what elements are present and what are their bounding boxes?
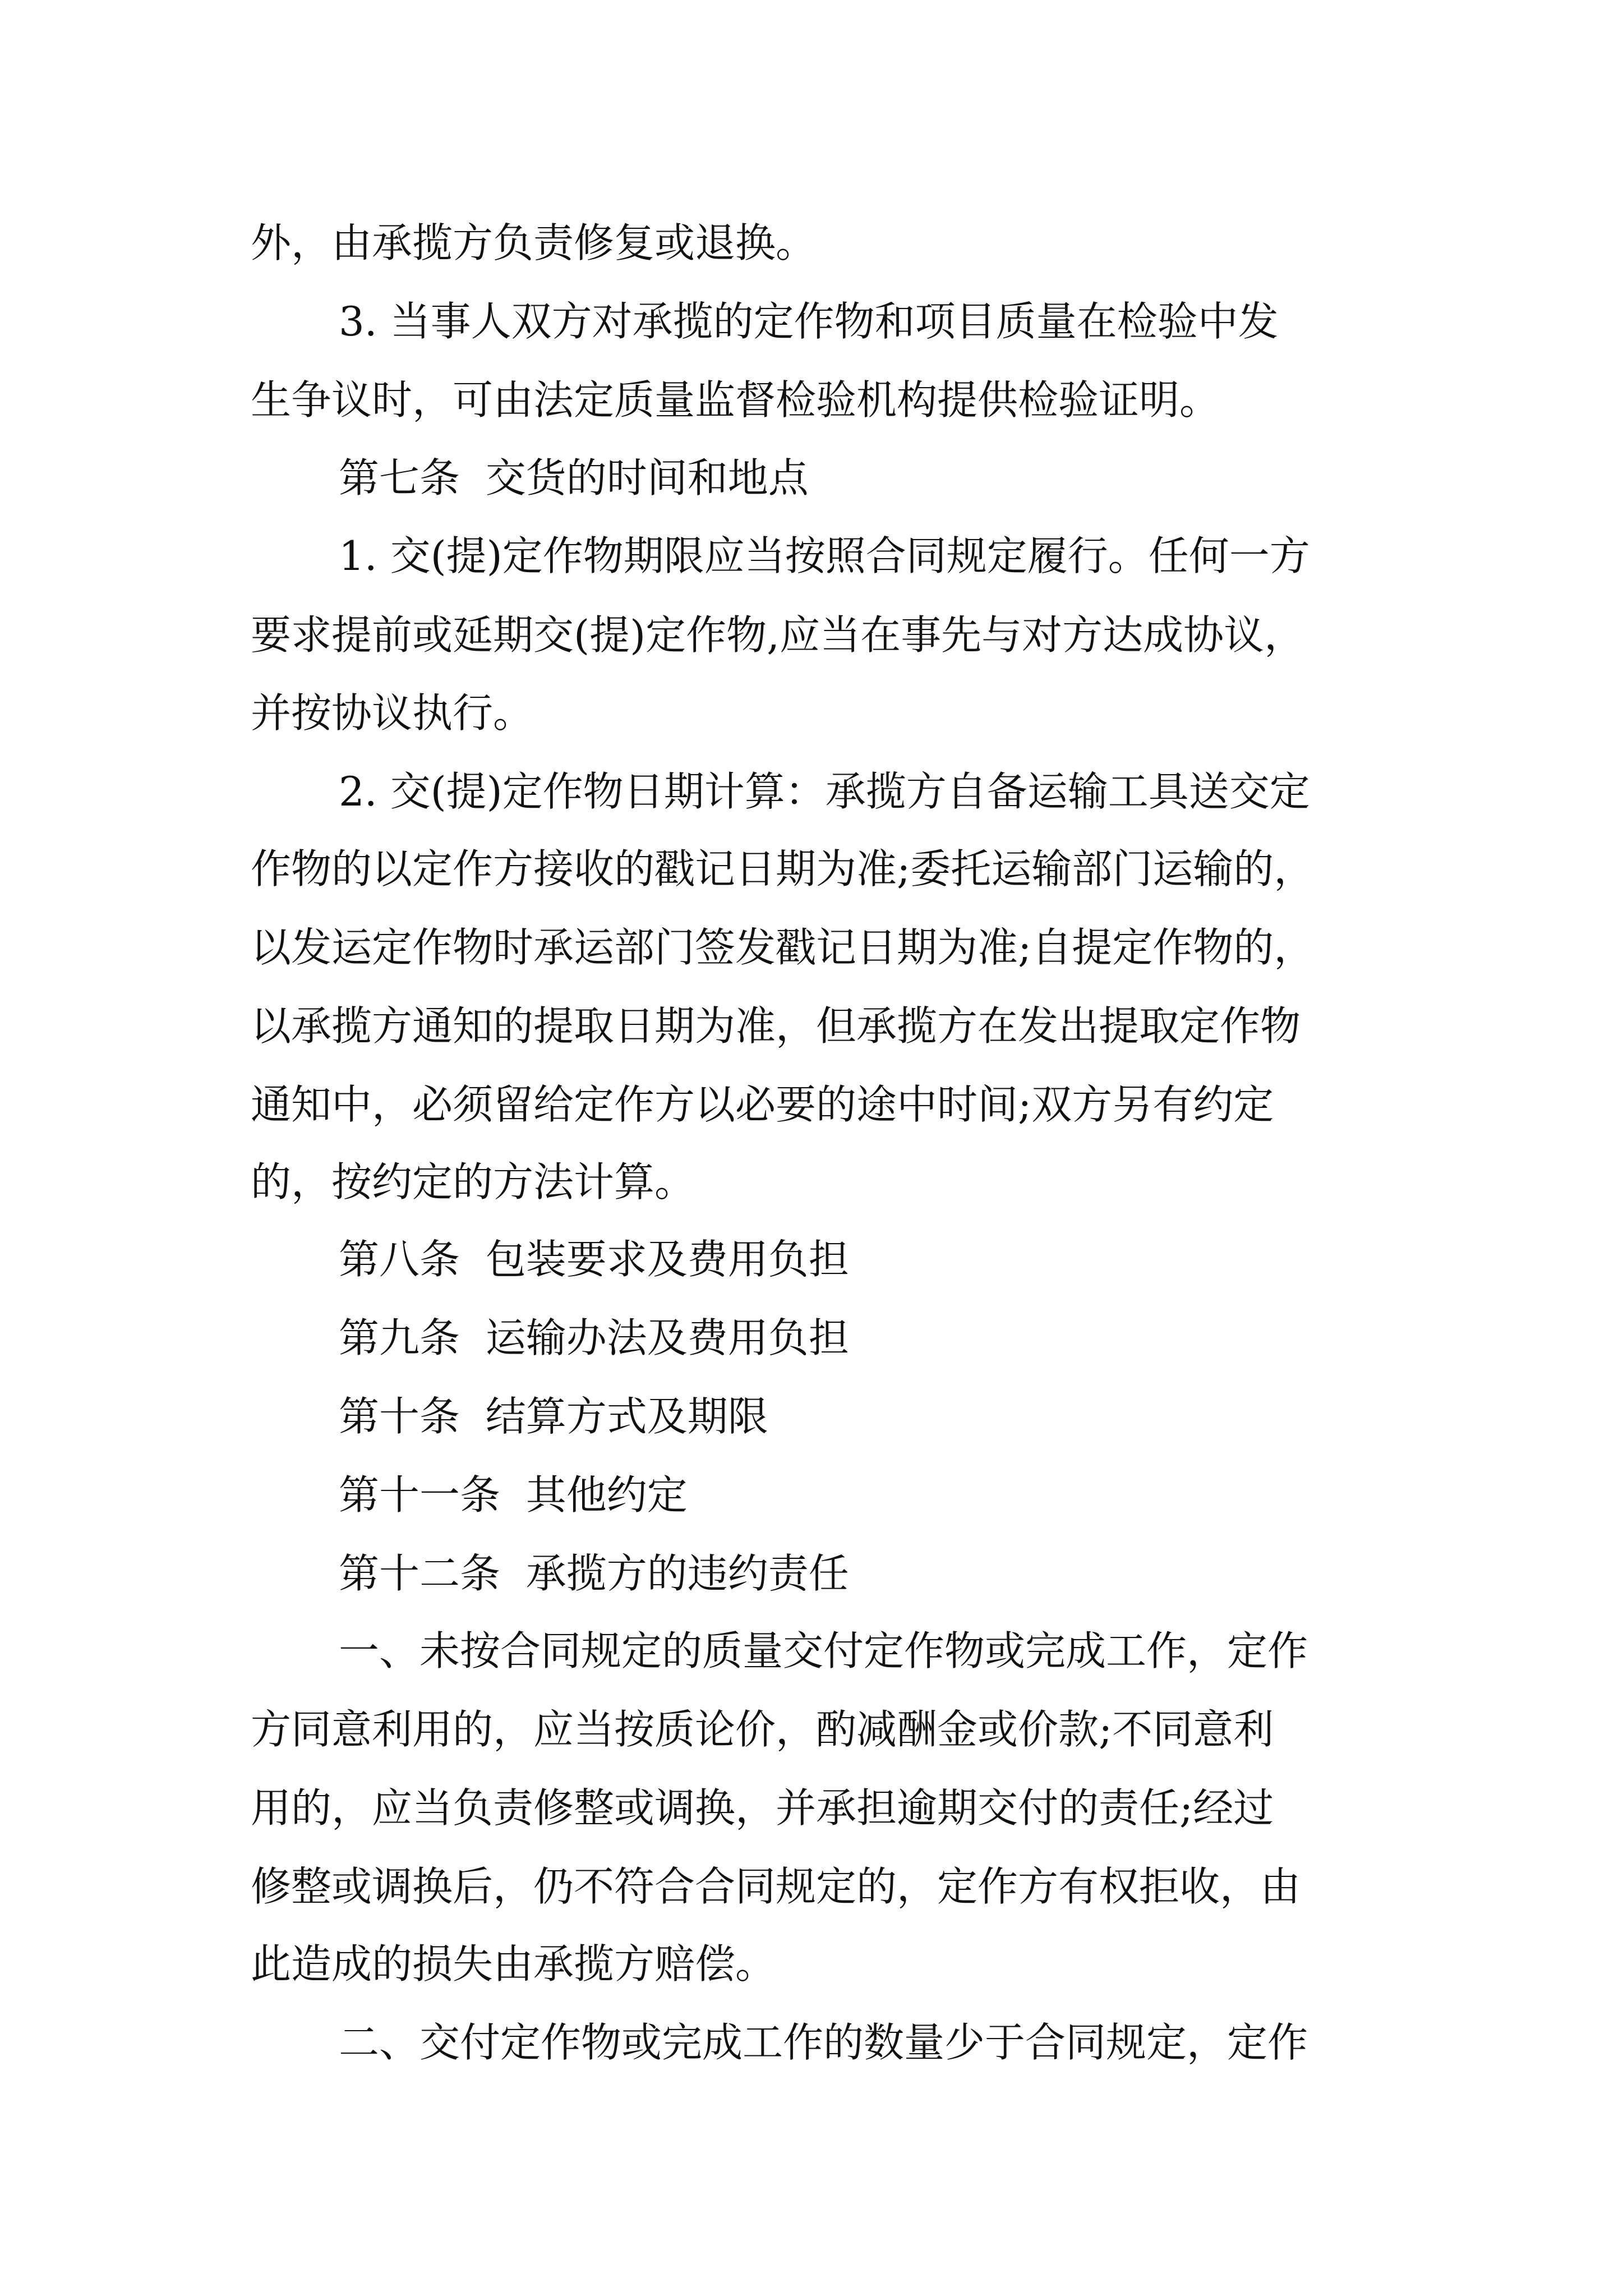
section-heading: 第十条 结算方式及期限 bbox=[339, 1393, 768, 1440]
text-line: 用的，应当负责修整或调换，并承担逾期交付的责任;经过 bbox=[251, 1784, 1274, 1832]
text-line: 以承揽方通知的提取日期为准，但承揽方在发出提取定作物 bbox=[251, 1002, 1301, 1050]
section-heading: 第十二条 承揽方的违约责任 bbox=[339, 1550, 849, 1597]
section-heading: 第七条 交货的时间和地点 bbox=[339, 454, 809, 501]
text-line: 的，按约定的方法计算。 bbox=[251, 1158, 695, 1205]
text-line: 要求提前或延期交(提)定作物,应当在事先与对方达成协议， bbox=[251, 611, 1305, 659]
text-line: 外，由承揽方负责修复或退换。 bbox=[251, 219, 817, 266]
text-line: 以发运定作物时承运部门签发戳记日期为准;自提定作物的， bbox=[251, 924, 1315, 971]
section-heading: 第八条 包装要求及费用负担 bbox=[339, 1236, 849, 1283]
text-line: 3. 当事人双方对承揽的定作物和项目质量在检验中发 bbox=[339, 298, 1279, 345]
text-line: 二、交付定作物或完成工作的数量少于合同规定，定作 bbox=[339, 2019, 1308, 2066]
text-line: 修整或调换后，仍不符合合同规定的，定作方有权拒收，由 bbox=[251, 1863, 1301, 1910]
text-line: 此造成的损失由承揽方赔偿。 bbox=[251, 1940, 776, 1987]
section-heading: 第十一条 其他约定 bbox=[339, 1471, 688, 1519]
text-line: 1. 交(提)定作物期限应当按照合同规定履行。任何一方 bbox=[339, 532, 1310, 579]
text-line: 生争议时，可由法定质量监督检验机构提供检验证明。 bbox=[251, 376, 1220, 424]
text-line: 方同意利用的，应当按质论价，酌减酬金或价款;不同意利 bbox=[251, 1706, 1274, 1753]
text-line: 并按协议执行。 bbox=[251, 689, 534, 737]
section-heading: 第九条 运输办法及费用负担 bbox=[339, 1314, 849, 1361]
text-line: 作物的以定作方接收的戳记日期为准;委托运输部门运输的， bbox=[251, 845, 1315, 892]
text-line: 通知中，必须留给定作方以必要的途中时间;双方另有约定 bbox=[251, 1081, 1274, 1128]
text-line: 一、未按合同规定的质量交付定作物或完成工作，定作 bbox=[339, 1627, 1308, 1674]
text-line: 2. 交(提)定作物日期计算：承揽方自备运输工具送交定 bbox=[339, 768, 1310, 815]
